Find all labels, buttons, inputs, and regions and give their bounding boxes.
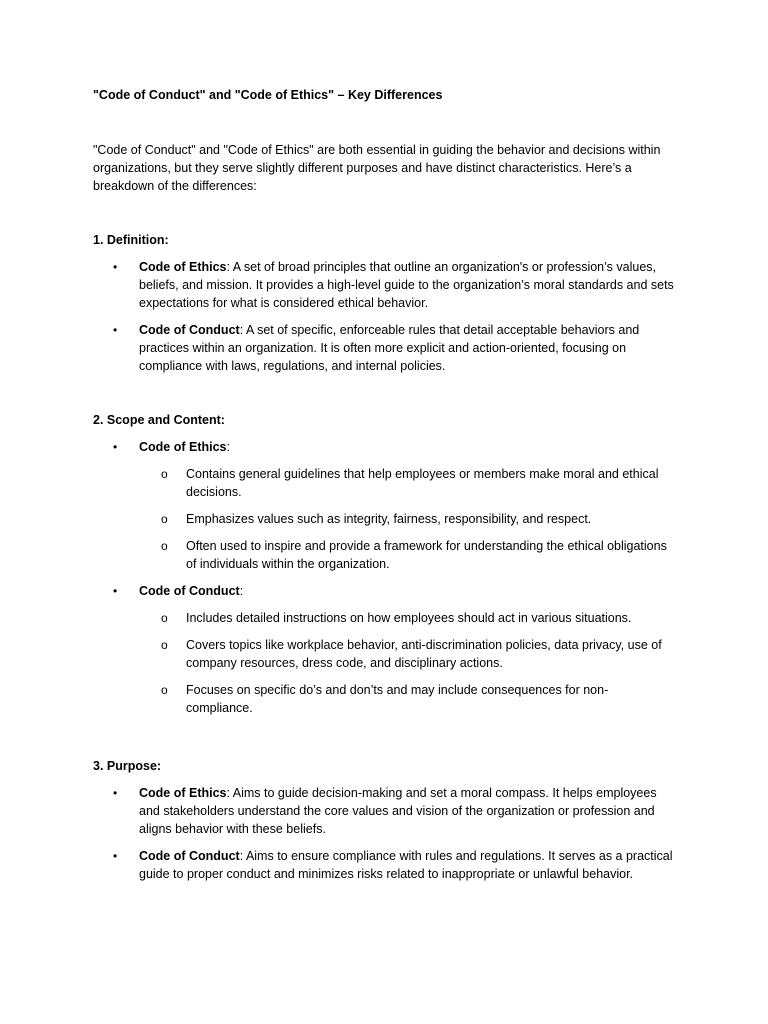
- sub-list-item: [139, 465, 671, 501]
- item-text: : Aims to ensure compliance with rules and regulations. It serves as a practical guide to proper conduct and minimizes risks related to inappropriate or unlawful behavior.: [139, 849, 673, 881]
- sub-bullet-marker: o: [161, 467, 168, 481]
- bullet-marker: •: [113, 584, 118, 598]
- sub-bullet-marker: o: [161, 638, 168, 652]
- sub-item-text: Covers topics like workplace behavior, anti-discrimination policies, data privacy, use of company resources, dress code, and disciplinary actions.: [186, 638, 662, 670]
- list-item: [93, 784, 679, 838]
- bullet-list: [93, 258, 693, 375]
- sub-bullet-list: [139, 465, 679, 573]
- item-text: : Aims to guide decision-making and set a moral compass. It helps employees and stakeholders understand the core values and vision of the organization or profession and aligns behavior with these beliefs.: [139, 786, 657, 836]
- term-label: Code of Conduct: [139, 849, 240, 863]
- term-label: Code of Ethics: [139, 786, 227, 800]
- intro-paragraph: "Code of Conduct" and "Code of Ethics" are both essential in guiding the behavior and decisions within organizations, but they serve slightly different purposes and have distinct characteristics. Here’s a breakdown of the differences:: [93, 143, 661, 193]
- sub-list-item: [139, 609, 671, 627]
- sub-bullet-list: [139, 609, 679, 717]
- section-heading: 2. Scope and Content:: [93, 413, 225, 427]
- bullet-marker: •: [113, 849, 118, 863]
- bullet-marker: •: [113, 440, 118, 454]
- sub-bullet-marker: o: [161, 539, 168, 553]
- term-label: Code of Ethics: [139, 260, 227, 274]
- sub-list-item: [139, 537, 671, 573]
- item-text: : A set of specific, enforceable rules that detail acceptable behaviors and practices within an organization. It is often more explicit and action-oriented, focusing on compliance with laws, regulations, and internal policies.: [139, 323, 640, 373]
- list-item: [93, 847, 679, 883]
- sub-item-text: Often used to inspire and provide a framework for understanding the ethical obligations of individuals within the organization.: [186, 539, 667, 571]
- sub-bullet-marker: o: [161, 611, 168, 625]
- sub-list-item: [139, 681, 671, 717]
- section-purpose: [93, 757, 693, 883]
- bullet-marker: •: [113, 786, 118, 800]
- sub-item-text: Includes detailed instructions on how employees should act in various situations.: [186, 611, 632, 625]
- sub-item-text: Emphasizes values such as integrity, fairness, responsibility, and respect.: [186, 512, 592, 526]
- term-label: Code of Conduct: [139, 584, 240, 598]
- sub-list-item: [139, 510, 671, 528]
- list-item: [93, 258, 679, 312]
- sub-item-text: Contains general guidelines that help employees or members make moral and ethical decisions.: [186, 467, 659, 499]
- sub-bullet-marker: o: [161, 683, 168, 697]
- item-text: :: [239, 584, 244, 598]
- document-title: "Code of Conduct" and "Code of Ethics" – Key Differences: [93, 88, 443, 102]
- section-heading: 3. Purpose:: [93, 759, 162, 773]
- section-heading: 1. Definition:: [93, 233, 169, 247]
- list-item: [93, 321, 679, 375]
- bullet-list: [93, 438, 693, 717]
- term-label: Code of Conduct: [139, 323, 240, 337]
- item-text: :: [226, 440, 230, 454]
- bullet-marker: •: [113, 260, 118, 274]
- sub-item-text: Focuses on specific do’s and don’ts and may include consequences for non-compliance.: [186, 683, 609, 715]
- section-scope-and-content: [93, 411, 693, 717]
- list-item: [93, 582, 679, 717]
- bullet-marker: •: [113, 323, 118, 337]
- item-text: : A set of broad principles that outline an organization's or profession’s values, beliefs, and mission. It provides a high-level guide to the organization’s moral standards and sets expectations for what is considered ethical behavior.: [139, 260, 674, 310]
- term-label: Code of Ethics: [139, 440, 227, 454]
- sub-list-item: [139, 636, 671, 672]
- sub-bullet-marker: o: [161, 512, 168, 526]
- bullet-list: [93, 784, 693, 883]
- section-definition: [93, 231, 693, 375]
- list-item: [93, 438, 679, 573]
